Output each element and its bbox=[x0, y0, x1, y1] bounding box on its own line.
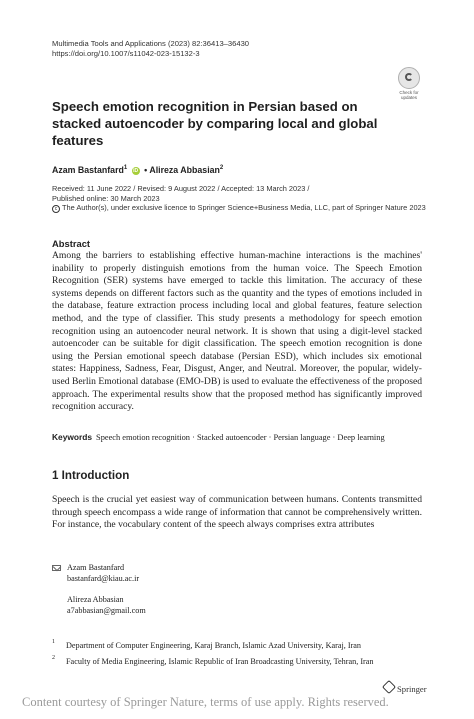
copyright-line bbox=[52, 203, 426, 213]
author-name[interactable]: Azam Bastanfard bbox=[52, 165, 124, 175]
contact-entry bbox=[67, 595, 146, 616]
received-dates: Received: 11 June 2022 / Revised: 9 August 2022 / Accepted: 13 March 2023 / bbox=[52, 184, 310, 193]
orcid-icon[interactable]: iD bbox=[133, 167, 139, 174]
journal-header bbox=[52, 39, 249, 59]
publication-dates bbox=[52, 184, 426, 213]
abstract-text: Among the barriers to establishing effective human-machine interactions is the machines' inability to properly distinguish emotions from the human voice. The Speech Emotion Recognition (SER) systems have emerged to tackle this limitation. The accuracy of these systems depends on different factors such as the quantity and the types of emotions included in the database, feature extraction process including local and global features, feature selection method, and the type of classifier. This study presents a methodology for speech emotion recognition using an autoencoder neural network. It is shown that using a digit-level stacked autoencoder can be suitable for digit classification. The speech emotion recognition is done using the Persian emotional speech database (Persian ESD), which includes six emotional states: Happiness, Sadness, Fear, Disgust, Anger, and Neutral. Moreover, the popular, widely-used Berlin Emotional database (EMO-DB) is used to evaluate the effectiveness of the proposed approach. The experimental results show that the proposed method has significantly improved recognition accuracy. bbox=[52, 250, 422, 413]
journal-citation: Multimedia Tools and Applications (2023) 82:36413–36430 bbox=[52, 39, 250, 48]
affiliation-ref: 2 bbox=[219, 165, 224, 172]
envelope-icon bbox=[52, 565, 61, 571]
abstract-heading: Abstract bbox=[52, 238, 91, 249]
keywords-label: Keywords bbox=[52, 432, 93, 442]
check-updates-icon bbox=[398, 67, 420, 89]
affiliation-number: 2 bbox=[52, 655, 55, 661]
affiliation-ref: 1 bbox=[123, 165, 128, 172]
affiliation-text: Faculty of Media Engineering, Islamic Republic of Iran Broadcasting University, Tehran, Iran bbox=[66, 657, 374, 666]
author-separator: • bbox=[144, 165, 148, 175]
published-date: Published online: 30 March 2023 bbox=[52, 193, 160, 203]
contact-email[interactable]: a7abbasian@gmail.com bbox=[67, 605, 146, 615]
paper-title: Speech emotion recognition in Persian based on stacked autoencoder by comparing local and global features bbox=[52, 99, 378, 148]
copyright-text: The Author(s), under exclusive licence to Springer Science+Business Media, LLC, part of Springer Nature 2023 bbox=[62, 203, 426, 213]
affiliation-number: 1 bbox=[52, 639, 55, 645]
publisher-logo bbox=[384, 682, 427, 694]
contact-entry bbox=[67, 563, 139, 584]
contact-name: Azam Bastanfard bbox=[67, 563, 125, 572]
section-heading: 1 Introduction bbox=[52, 469, 130, 482]
doi-link[interactable]: https://doi.org/10.1007/s11042-023-15132-3 bbox=[52, 49, 200, 58]
copyright-icon: c bbox=[52, 205, 60, 213]
publisher-name: Springer bbox=[397, 684, 427, 694]
check-for-updates-badge[interactable] bbox=[393, 67, 425, 101]
courtesy-watermark: Content courtesy of Springer Nature, terms of use apply. Rights reserved. bbox=[22, 695, 389, 709]
keywords bbox=[52, 432, 432, 442]
contact-name: Alireza Abbasian bbox=[67, 595, 124, 604]
author-line bbox=[52, 165, 223, 175]
affiliation-text: Department of Computer Engineering, Karaj Branch, Islamic Azad University, Karaj, Iran bbox=[66, 641, 362, 650]
correspondence-block bbox=[52, 563, 252, 623]
intro-text: Speech is the crucial yet easiest way of communication between humans. Contents transmitted through speech encompass a wide range of information that cannot be comprehensively written. For instance, the vocabulary content of the speech always comprises extra attributes bbox=[52, 494, 422, 531]
springer-horse-icon bbox=[382, 680, 396, 694]
badge-label: Check for updates bbox=[399, 90, 419, 100]
keywords-list: Speech emotion recognition · Stacked autoencoder · Persian language · Deep learning bbox=[96, 433, 385, 442]
contact-email[interactable]: bastanfard@kiau.ac.ir bbox=[67, 573, 140, 583]
author-name[interactable]: Alireza Abbasian bbox=[149, 165, 220, 175]
